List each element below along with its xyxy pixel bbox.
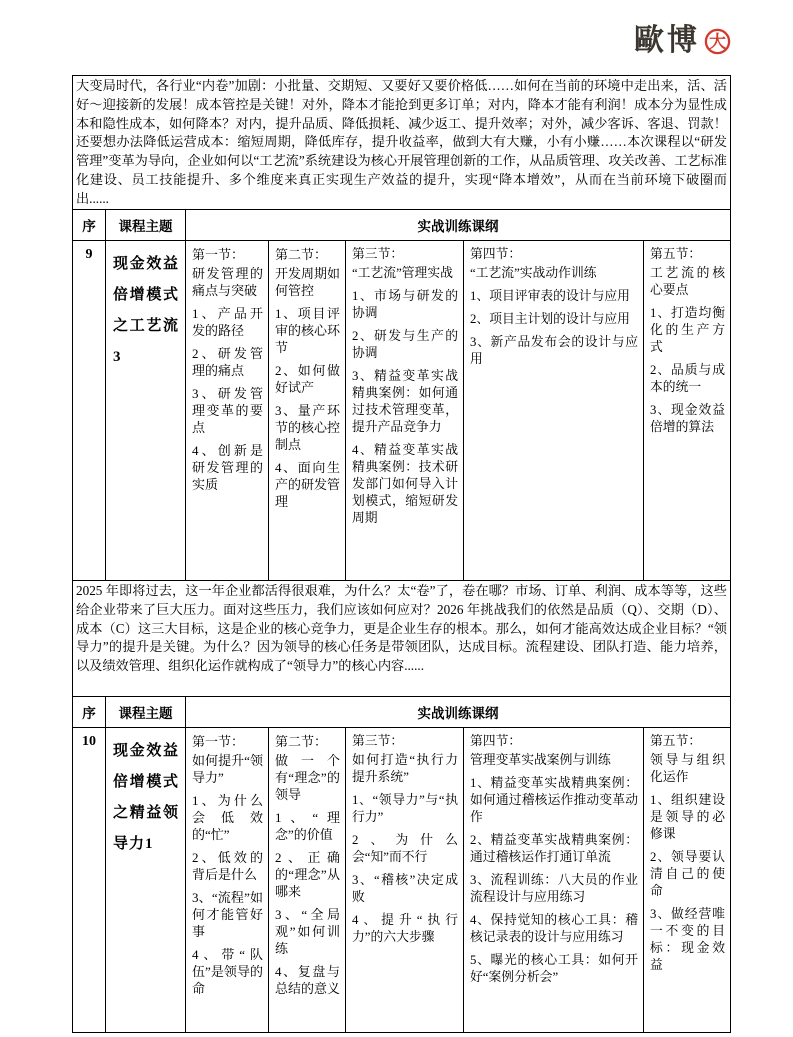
- course-outline-table: [72, 75, 731, 1033]
- section-3: [346, 241, 464, 581]
- column-header-topic: 课程主题: [106, 210, 186, 241]
- section-5: [644, 728, 731, 1033]
- brand-logo-text: 歐博: [634, 24, 700, 57]
- section-1: [186, 728, 269, 1033]
- section-item: 4、保持觉知的核心工具：稽核记录表的设计与应用练习: [470, 913, 638, 944]
- section-item: 3、新产品发布会的设计与应用: [470, 335, 638, 366]
- intro-paragraph-2: 2025 年即将过去，这一年企业都活得很艰难，为什么？太“卷”了，卷在哪？市场、订单、利润、成本等等，这些给企业带来了巨大压力。面对这些压力，我们应该如何应对？2026 年挑战我们的依然是品质（Q）、交期（D）、成本（C）这三大目标，这是企业的核心竞争力，更是企业生存的根本。那么，如何才能高效达成企业目标？“领导力”的提升是关键。为什么？因为领导的核心任务是带领团队，达成目标。流程建设、团队打造、能力培养，以及绩效管理、组织化运作就构成了“领导力”的核心内容......: [73, 581, 731, 697]
- section-item: 1、“领导力”与“执行力”: [352, 793, 458, 824]
- section-item: 2、研发与生产的协调: [352, 329, 458, 360]
- section-subtitle: 如何打造“执行力提升系统”: [352, 753, 458, 784]
- course-topic: 现金效益倍增模式之工艺流3: [106, 241, 186, 581]
- section-item: 4、精益变革实战精典案例：技术研发部门如何导入计划模式，缩短研发周期: [352, 443, 458, 525]
- section-item: 1、为什么会低效的“忙”: [192, 793, 263, 842]
- section-item: 5、曝光的核心工具：如何开好“案例分析会”: [470, 953, 638, 984]
- section-item: 4、复盘与总结的意义: [275, 964, 341, 996]
- intro-paragraph-1: 大变局时代，各行业“内卷”加剧：小批量、交期短、又要好又要价格低……如何在当前的环境中走出来，活、活好～迎接新的发展！成本管控是关键！对外，降本才能抢到更多订单；对内，降本才能有利润！成本分为显性成本和隐性成本，如何降本？对内，提升品质、降低损耗、减少返工、提升效率；对外，减少客诉、客退、罚款！还要想办法降低运营成本：缩短周期，降低库存，提升收益率，做到大有大赚，小有小赚……本次课程以“研发管理”变革为导向，企业如何以“工艺流”系统建设为核心开展管理创新的工作，从品质管理、攻关改善、工艺标准化建设、员工技能提升、多个维度来真正实现生产效益的提升，实现“降本增效”，从而在当前环境下破圈而出......: [73, 76, 731, 210]
- section-item: 1、项目评审表的设计与应用: [470, 289, 630, 303]
- section-subtitle: 领导与组织化运作: [650, 753, 725, 784]
- section-item: 4、创新是研发管理的实质: [192, 443, 263, 492]
- section-title: 第三节：: [352, 734, 404, 748]
- section-item: 1、项目评审的核心环节: [275, 306, 341, 355]
- section-3: [346, 728, 464, 1033]
- section-subtitle: 如何提升“领导力”: [192, 753, 263, 785]
- column-header-syllabus: 实战训练课纲: [186, 697, 731, 728]
- column-header-seq: 序: [73, 697, 106, 728]
- section-subtitle: 做一个有“理念”的领导: [275, 753, 340, 802]
- section-item: 4、面向生产的研发管理: [275, 460, 341, 509]
- section-subtitle: 开发周期如何管控: [275, 266, 341, 298]
- section-item: 1、产品开发的路径: [192, 306, 263, 338]
- section-title: 第三节：: [352, 247, 404, 261]
- section-item: 3、研发管理变革的要点: [192, 386, 263, 435]
- section-subtitle: 工艺流的核心要点: [650, 266, 725, 297]
- section-title: 第五节：: [650, 734, 702, 748]
- section-item: 2、研发管理的痛点: [192, 346, 263, 378]
- section-item: 3、量产环节的核心控制点: [275, 403, 341, 452]
- section-item: 4、提升“执行力”的六大步骤: [352, 913, 458, 944]
- section-2: [269, 728, 346, 1033]
- section-item: 1、市场与研发的协调: [352, 289, 458, 320]
- section-title: 第五节：: [650, 247, 702, 261]
- brand-seal-icon: [704, 28, 731, 55]
- section-subtitle: “工艺流”实战动作训练: [470, 266, 597, 280]
- section-1: [186, 241, 269, 581]
- section-subtitle: 管理变革实战案例与训练: [470, 753, 611, 767]
- section-title: 第二节：: [275, 247, 328, 262]
- brand-logo: [634, 26, 731, 56]
- section-item: 2、正确的“理念”从哪来: [275, 850, 340, 899]
- section-5: [644, 241, 731, 581]
- svg-text:大: 大: [709, 32, 726, 51]
- section-item: 2、品质与成本的统一: [650, 363, 725, 394]
- section-item: 4、带“队伍”是领导的命: [192, 947, 263, 996]
- section-item: 1、打造均衡化的生产方式: [650, 306, 725, 354]
- section-4: [464, 728, 644, 1033]
- section-item: 3、做经营唯一不变的目标：现金效益: [650, 907, 725, 972]
- section-item: 1、精益变革实战精典案例：如何通过稽核运作推动变革动作: [470, 776, 638, 824]
- table-header-row-2: [73, 697, 731, 728]
- section-item: 1、组织建设是领导的必修课: [650, 793, 725, 841]
- section-item: 2、为什么会“知”而不行: [352, 833, 458, 864]
- section-item: 3、现金效益倍增的算法: [650, 403, 725, 434]
- section-item: 3、“流程”如何才能管好事: [192, 890, 263, 939]
- course-topic: 现金效益倍增模式之精益领导力1: [106, 728, 186, 1033]
- section-2: [269, 241, 346, 581]
- section-item: 2、低效的背后是什么: [192, 850, 263, 882]
- section-item: 2、如何做好试产: [275, 363, 340, 395]
- section-subtitle: “工艺流”管理实战: [352, 266, 453, 280]
- section-item: 3、精益变革实战精典案例：如何通过技术管理变革，提升产品竞争力: [352, 369, 458, 434]
- section-item: 2、项目主计划的设计与应用: [470, 312, 630, 326]
- course-seq: 9: [73, 241, 106, 581]
- section-item: 3、“稽核”决定成败: [352, 873, 458, 904]
- section-item: 3、“全局观”如何训练: [275, 907, 340, 956]
- table-header-row-1: [73, 210, 731, 241]
- table-row-course-9: [73, 241, 731, 581]
- section-4: [464, 241, 644, 581]
- column-header-syllabus: 实战训练课纲: [186, 210, 731, 241]
- section-subtitle: 研发管理的痛点与突破: [192, 266, 263, 298]
- column-header-seq: 序: [73, 210, 106, 241]
- course-seq: 10: [73, 728, 106, 1033]
- section-item: 3、流程训练：八大员的作业流程设计与应用练习: [470, 873, 638, 904]
- section-item: 2、精益变革实战精典案例：通过稽核运作打通订单流: [470, 833, 638, 864]
- section-item: 1、“理念”的价值: [275, 810, 340, 842]
- section-title: 第一节：: [192, 247, 245, 262]
- section-title: 第一节：: [192, 734, 245, 749]
- table-row-course-10: [73, 728, 731, 1033]
- section-title: 第二节：: [275, 734, 328, 749]
- section-title: 第四节：: [470, 247, 522, 261]
- section-item: 2、领导要认清自己的使命: [650, 850, 725, 898]
- column-header-topic: 课程主题: [106, 697, 186, 728]
- section-title: 第四节：: [470, 734, 522, 748]
